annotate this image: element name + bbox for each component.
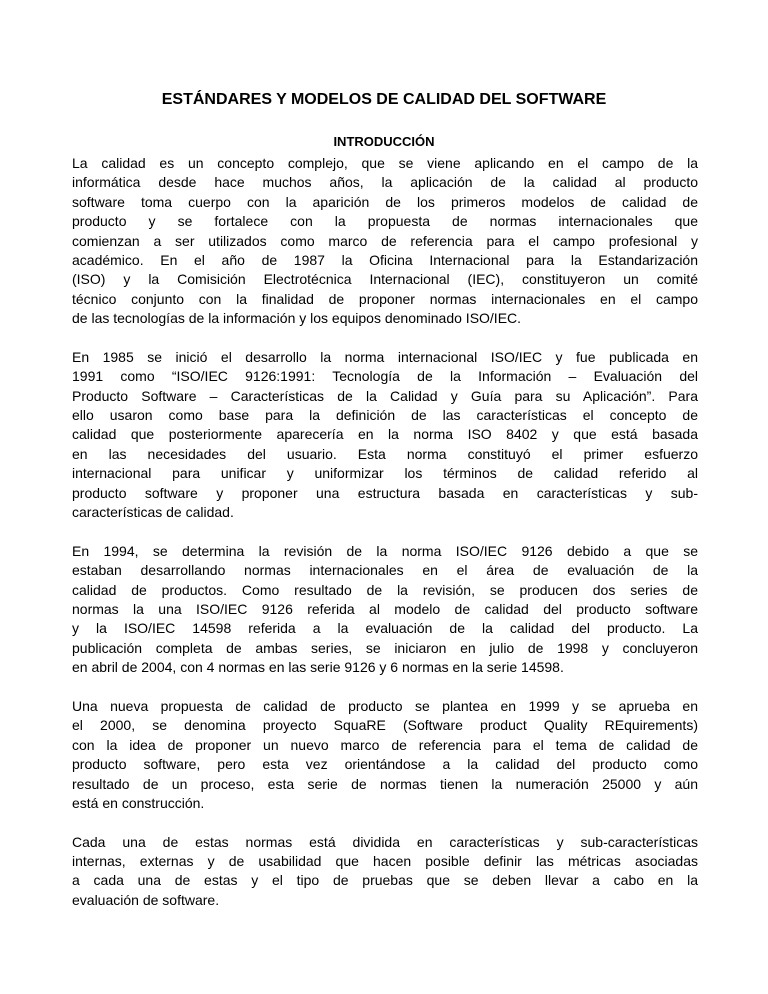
- text-line: con la idea de proponer un nuevo marco de referencia para el tema de calidad de: [72, 736, 698, 753]
- text-line: está en construcción.: [72, 794, 205, 811]
- text-line: producto software, pero esta vez orientándose a la calidad del producto como: [72, 756, 698, 773]
- text-line: evaluación de software.: [72, 891, 220, 908]
- text-line: Cada una de estas normas está dividida en características y sub-características: [72, 833, 698, 850]
- text-line: el 2000, se denomina proyecto SquaRE (Software product Quality REquirements): [72, 717, 698, 734]
- section-heading: INTRODUCCIÓN: [333, 134, 435, 149]
- text-line: y la ISO/IEC 14598 referida a la evaluación de la calidad del producto. La: [72, 620, 698, 637]
- text-line: en abril de 2004, con 4 normas en las serie 9126 y 6 normas en la serie 14598.: [72, 659, 564, 676]
- paragraph: [72, 833, 698, 911]
- text-line: en las necesidades del usuario. Esta norma constituyó el primer esfuerzo: [72, 445, 698, 462]
- text-line: informática desde hace muchos años, la aplicación de la calidad al producto: [72, 174, 698, 191]
- text-line: ello usaron como base para la definición de las características el concepto de: [72, 407, 698, 424]
- text-line: de las tecnologías de la información y los equipos denominado ISO/IEC.: [72, 310, 522, 327]
- paragraph: [72, 697, 698, 813]
- paragraph: [72, 542, 698, 678]
- text-line: Producto Software – Características de la Calidad y Guía para su Aplicación”. Para: [72, 387, 698, 404]
- document-title: ESTÁNDARES Y MODELOS DE CALIDAD DEL SOFTWARE: [161, 91, 607, 108]
- text-line: estaban desarrollando normas internacionales en el área de evaluación de la: [72, 562, 698, 579]
- text-line: producto y se fortalece con la propuesta de normas internacionales que: [72, 213, 698, 230]
- text-line: internacional para unificar y uniformizar los términos de calidad referido al: [72, 465, 698, 482]
- text-line: calidad de productos. Como resultado de la revisión, se producen dos series de: [72, 581, 698, 598]
- text-line: calidad que posteriormente aparecería en la norma ISO 8402 y que está basada: [72, 426, 698, 443]
- text-line: Una nueva propuesta de calidad de producto se plantea en 1999 y se aprueba en: [72, 697, 698, 714]
- text-line: resultado de un proceso, esta serie de normas tienen la numeración 25000 y aún: [72, 775, 698, 792]
- text-line: (ISO) y la Comisición Electrotécnica Internacional (IEC), constituyeron un comité: [72, 271, 698, 288]
- text-line: académico. En el año de 1987 la Oficina Internacional para la Estandarización: [72, 251, 698, 268]
- text-line: normas la una ISO/IEC 9126 referida al modelo de calidad del producto software: [72, 600, 698, 617]
- text-line: En 1985 se inició el desarrollo la norma internacional ISO/IEC y fue publicada en: [72, 348, 698, 365]
- text-line: publicación completa de ambas series, se iniciaron en julio de 1998 y concluyeron: [72, 639, 698, 656]
- text-line: características de calidad.: [72, 504, 234, 521]
- text-line: 1991 como “ISO/IEC 9126:1991: Tecnología de la Información – Evaluación del: [72, 368, 698, 385]
- paragraph: [72, 154, 698, 329]
- text-line: En 1994, se determina la revisión de la norma ISO/IEC 9126 debido a que se: [72, 542, 698, 559]
- document-body: [72, 154, 698, 930]
- paragraph: [72, 348, 698, 523]
- text-line: software toma cuerpo con la aparición de los primeros modelos de calidad de: [72, 193, 698, 210]
- text-line: internas, externas y de usabilidad que hacen posible definir las métricas asociadas: [72, 853, 698, 870]
- text-line: producto software y proponer una estructura basada en características y sub-: [72, 484, 698, 501]
- text-line: La calidad es un concepto complejo, que se viene aplicando en el campo de la: [72, 155, 698, 171]
- text-line: a cada una de estas y el tipo de pruebas que se deben llevar a cabo en la: [72, 872, 698, 889]
- text-line: comienzan a ser utilizados como marco de referencia para el campo profesional y: [72, 232, 698, 249]
- text-line: técnico conjunto con la finalidad de proponer normas internacionales en el campo: [72, 290, 698, 307]
